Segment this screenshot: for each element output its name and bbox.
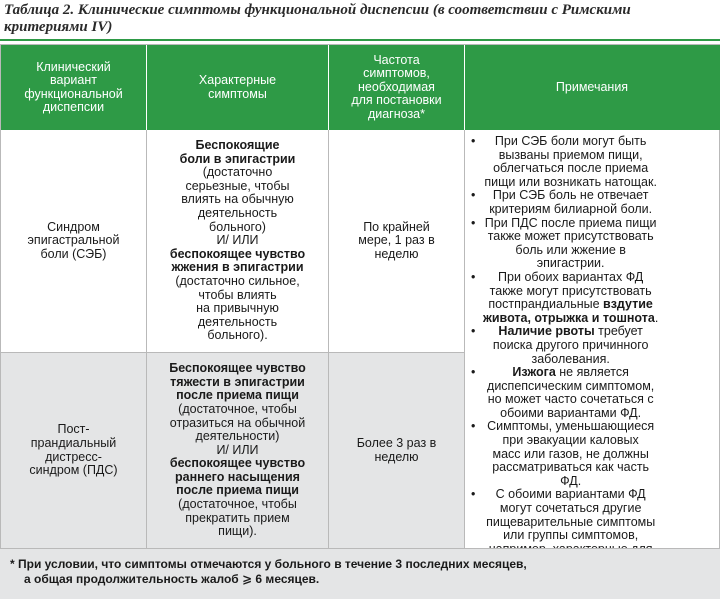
footnote-line-2: а общая продолжительность жалоб ⩾ 6 месяцев. (24, 572, 320, 586)
bullet-icon: • (471, 215, 476, 230)
row-seb-frequency: По крайней мере, 1 раз в неделю (329, 130, 465, 353)
bullet-icon: • (471, 487, 476, 502)
note-item: • При обоих вариантах ФД также могут присутствовать постпрандиальные вздутие живота, отрыжка и тошнота. (471, 269, 659, 325)
header-symptoms: Характерные симптомы (147, 45, 329, 130)
notes-cell (465, 130, 720, 549)
notes-list (471, 135, 658, 570)
bullet-icon: • (471, 365, 476, 380)
note-item: • При СЭБ боли могут быть вызваны приемом пищи, облегчаться после приема пищи или возникать натощак. (471, 134, 657, 189)
row-pds-symptoms: Беспокоящее чувство тяжести в эпигастрии после приема пищи (достаточное, чтобы отразиться на обычной деятельности) И/ ИЛИ беспокоящее чувство раннего насыщения после приема пищи (достаточное, чтобы прекратить прием пищи). (147, 353, 329, 549)
row-pds-frequency: Более 3 раз в неделю (329, 353, 465, 549)
header-variant: Клинический вариант функциональной диспепсии (0, 45, 147, 130)
bullet-icon: • (471, 269, 476, 284)
footnote-line-1: * При условии, что симптомы отмечаются у больного в течение 3 последних месяцев, (10, 557, 527, 571)
row-seb-symptoms: Беспокоящие боли в эпигастрии (достаточно серьезные, чтобы влиять на обычную деятельность больного) И/ ИЛИ беспокоящее чувство жжения в эпигастрии (достаточно сильное, чтобы влиять на привычную деятельность больного). (147, 130, 329, 353)
bullet-icon: • (471, 134, 476, 148)
note-item: • Симптомы, уменьшающиеся при эвакуации каловых масс или газов, не должны рассматриваться как часть ФД. (471, 419, 655, 488)
note-item: • При ПДС после приема пищи также может присутствовать боль или жжение в эпигастрии. (471, 215, 657, 271)
note-item: • С обоими вариантами ФД могут сочетаться другие пищеварительные симптомы или группы симптомов, (471, 487, 656, 543)
table-caption: Таблица 2. Клинические симптомы функциональной диспепсии (в соответствии с Римскими критериями IV) (4, 2, 631, 35)
table-footnote (0, 548, 720, 599)
note-item: • Изжога не является диспепсическим симптомом, но может часто сочетаться с обоими вариантами ФД. (471, 365, 655, 420)
note-item: • При СЭБ боль не отвечает критериям билиарной боли. (471, 188, 653, 216)
row-seb-variant: Синдром эпигастральной боли (СЭБ) (0, 130, 147, 353)
row-pds-variant: Пост- прандиальный дистресс- синдром (ПДС) (0, 353, 147, 549)
bullet-icon: • (471, 324, 476, 339)
header-notes: Примечания (465, 45, 720, 130)
bullet-icon: • (471, 188, 476, 203)
header-frequency: Частота симптомов, необходимая для постановки диагноза* (329, 45, 465, 130)
bullet-icon: • (471, 419, 476, 434)
symptoms-table (0, 44, 720, 549)
note-item: • Наличие рвоты требует поиска другого причинного заболевания. (471, 324, 649, 366)
caption-divider (0, 39, 720, 41)
